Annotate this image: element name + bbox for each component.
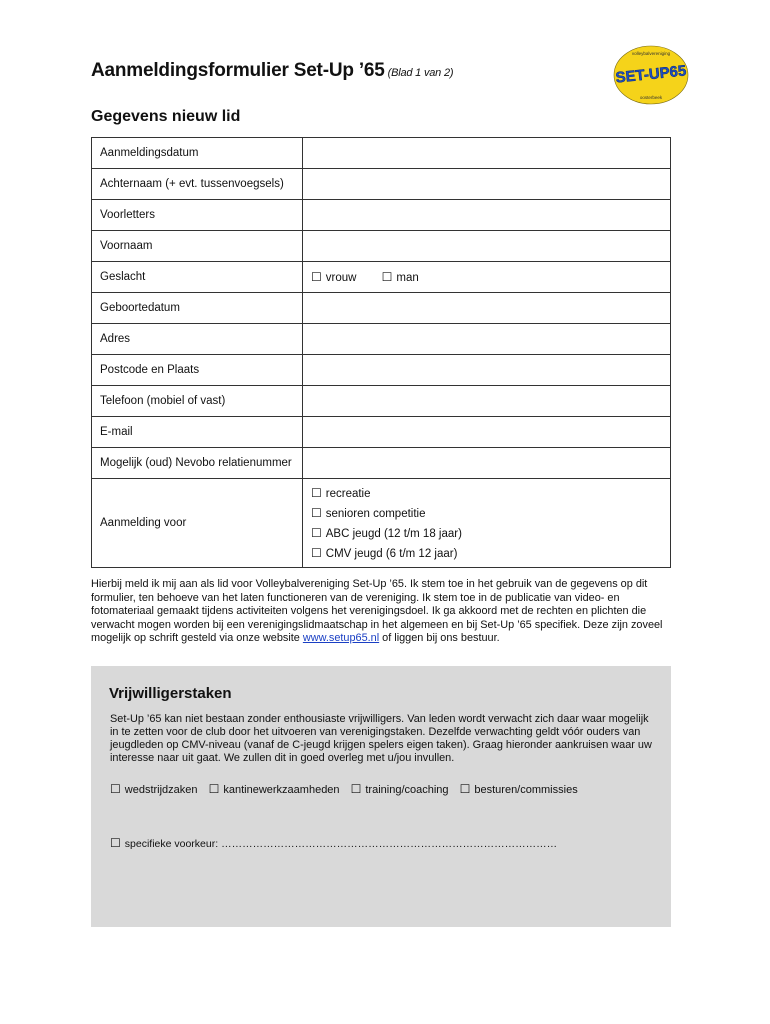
- voorletters-field[interactable]: [303, 200, 671, 231]
- checkbox-icon[interactable]: ☐: [110, 836, 121, 850]
- voornaam-field[interactable]: [303, 231, 671, 262]
- task-option-training[interactable]: [351, 784, 449, 796]
- option-label: CMV jeugd (6 t/m 12 jaar): [325, 548, 458, 560]
- checkbox-icon[interactable]: ☐: [381, 270, 393, 284]
- field-label-voorletters: Voorletters: [92, 200, 303, 231]
- table-row: [92, 200, 671, 231]
- option-label: recreatie: [325, 488, 371, 500]
- field-label-email: E-mail: [92, 417, 303, 448]
- membership-option-recreatie[interactable]: [311, 483, 662, 503]
- checkbox-icon[interactable]: ☐: [311, 506, 322, 520]
- task-label: kantinewerkzaamheden: [223, 784, 340, 796]
- adres-field[interactable]: [303, 324, 671, 355]
- option-label: vrouw: [325, 272, 357, 284]
- membership-option-cmv[interactable]: [311, 543, 662, 563]
- checkbox-icon[interactable]: ☐: [311, 270, 322, 284]
- volunteer-panel: [91, 666, 671, 927]
- field-label-geslacht: Geslacht: [92, 262, 303, 293]
- geslacht-field: [303, 262, 671, 293]
- checkbox-icon[interactable]: ☐: [110, 782, 121, 796]
- field-label-adres: Adres: [92, 324, 303, 355]
- field-label-aanmeldingsdatum: Aanmeldingsdatum: [92, 138, 303, 169]
- section-title: Gegevens nieuw lid: [91, 108, 241, 125]
- volunteer-text: Set-Up ’65 kan niet bestaan zonder enthousiaste vrijwilligers. Van leden wordt verwacht zich daar waar mogelijk in te zetten voor de club door het uitvoeren van verenigingstaken. Dezelfde verwachting geldt vóór ouders van jeugdleden op CMV-niveau (vanaf de C-jeugd krijgen spelers eigen taken). Graag hieronder aankruisen waar uw interesse naar uit gaat. We zullen dit in goed overleg met u/jou invullen.: [110, 713, 652, 764]
- field-label-achternaam: Achternaam (+ evt. tussenvoegsels): [92, 169, 303, 200]
- task-option-kantine[interactable]: [209, 784, 340, 796]
- task-label: training/coaching: [365, 784, 449, 796]
- table-row: [92, 231, 671, 262]
- table-row: [92, 448, 671, 479]
- table-row: [92, 169, 671, 200]
- consent-text-end: of liggen bij ons bestuur.: [379, 632, 500, 645]
- option-label: man: [396, 272, 419, 284]
- checkbox-icon[interactable]: ☐: [459, 782, 471, 796]
- table-row: [92, 293, 671, 324]
- telefoon-field[interactable]: [303, 386, 671, 417]
- field-label-postcode: Postcode en Plaats: [92, 355, 303, 386]
- field-label-voornaam: Voornaam: [92, 231, 303, 262]
- field-label-nevobo: Mogelijk (oud) Nevobo relatienummer: [92, 448, 303, 479]
- field-label-telefoon: Telefoon (mobiel of vast): [92, 386, 303, 417]
- volunteer-tasks: [110, 782, 586, 796]
- table-row: [92, 138, 671, 169]
- member-details-table: [91, 137, 671, 568]
- table-row: [92, 355, 671, 386]
- postcode-field[interactable]: [303, 355, 671, 386]
- checkbox-icon[interactable]: ☐: [311, 486, 322, 500]
- table-row: [92, 262, 671, 293]
- checkbox-icon[interactable]: ☐: [208, 782, 220, 796]
- task-label: wedstrijdzaken: [124, 784, 198, 796]
- checkbox-icon[interactable]: ☐: [350, 782, 362, 796]
- table-row: [92, 417, 671, 448]
- preference-dotted-line[interactable]: ……………………………………………………………………………………: [221, 838, 558, 850]
- field-label-geboortedatum: Geboortedatum: [92, 293, 303, 324]
- table-row: [92, 386, 671, 417]
- preference-row[interactable]: [110, 836, 557, 850]
- nevobo-field[interactable]: [303, 448, 671, 479]
- svg-text:volleybalvereniging: volleybalvereniging: [631, 51, 671, 56]
- table-row: [92, 324, 671, 355]
- form-title-text: Aanmeldingsformulier Set-Up ’65: [91, 60, 385, 81]
- svg-text:oosterbeek: oosterbeek: [639, 95, 663, 100]
- volunteer-title: Vrijwilligerstaken: [109, 685, 232, 702]
- membership-option-senioren[interactable]: [311, 503, 662, 523]
- checkbox-icon[interactable]: ☐: [311, 526, 322, 540]
- email-field[interactable]: [303, 417, 671, 448]
- table-row: [92, 479, 671, 568]
- task-option-besturen[interactable]: [460, 784, 578, 796]
- aanmelding-voor-options: [303, 479, 671, 568]
- task-option-wedstrijdzaken[interactable]: [110, 784, 198, 796]
- consent-paragraph: [91, 578, 675, 646]
- option-label: senioren competitie: [325, 508, 426, 520]
- consent-text: Hierbij meld ik mij aan als lid voor Volleybalvereniging Set-Up ’65. Ik stem toe in het gebruik van de gegevens op dit formulier, ten behoeve van het laten functioneren van de vereniging. Ik stem toe in de publicatie van video- en fotomateriaal gemaakt tijdens activiteiten volgens het verenigingsdoel. Ik ga akkoord met de rechten en plichten die verwacht mogen worden bij een verenigingslidmaatschap in het algemeen en bij Set-Up ’65 specifiek. Deze zijn zoveel mogelijk op schrift gesteld via onze website: [91, 578, 663, 645]
- option-label: ABC jeugd (12 t/m 18 jaar): [325, 528, 462, 540]
- checkbox-icon[interactable]: ☐: [311, 546, 322, 560]
- setup65-logo: [612, 44, 690, 106]
- membership-option-abc[interactable]: [311, 523, 662, 543]
- achternaam-field[interactable]: [303, 169, 671, 200]
- preference-label: specifieke voorkeur:: [124, 838, 219, 850]
- field-label-aanmelding-voor: Aanmelding voor: [92, 479, 303, 568]
- task-label: besturen/commissies: [474, 784, 578, 796]
- website-link[interactable]: www.setup65.nl: [302, 632, 380, 645]
- page-indicator: (Blad 1 van 2): [387, 67, 454, 79]
- geboortedatum-field[interactable]: [303, 293, 671, 324]
- gender-option-vrouw[interactable]: [311, 270, 356, 284]
- svg-text:SET-UP65: SET-UP65: [614, 62, 688, 87]
- aanmeldingsdatum-field[interactable]: [303, 138, 671, 169]
- form-title: [91, 60, 453, 82]
- gender-option-man[interactable]: [382, 270, 419, 284]
